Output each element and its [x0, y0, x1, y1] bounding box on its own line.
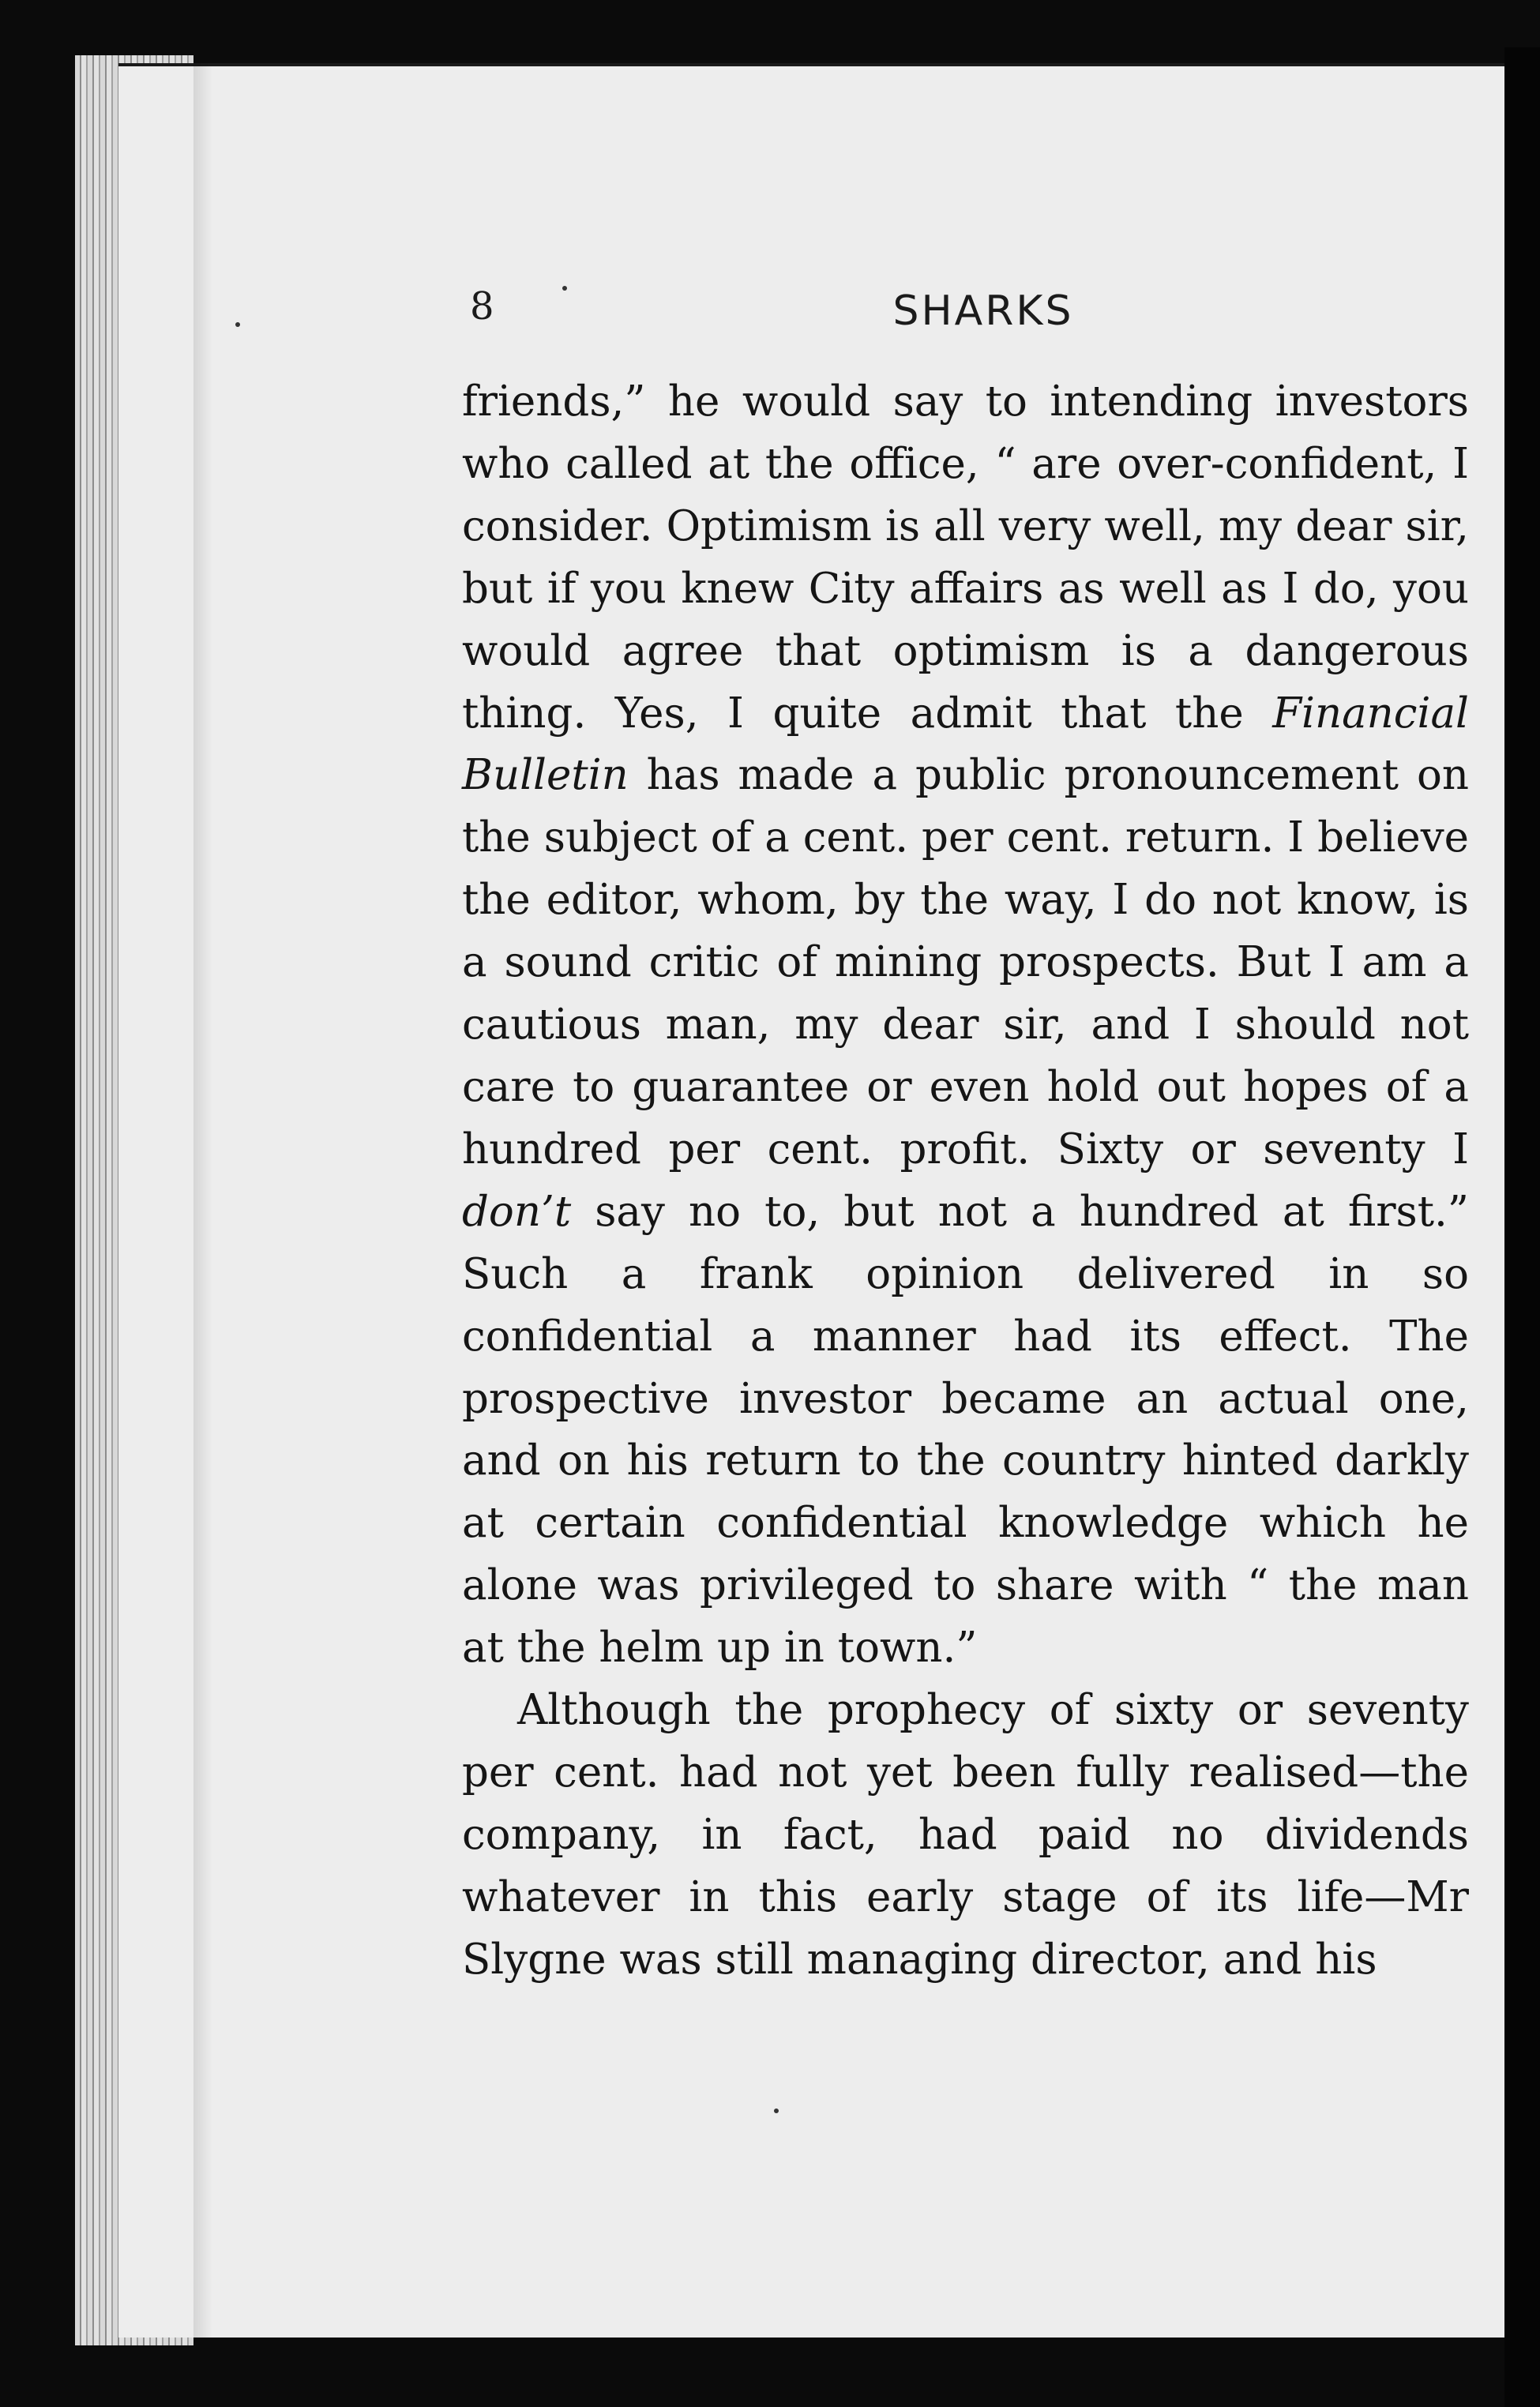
paragraph-1-text-b: has made a public pronouncement on the subject of a cent. per cent. return. I believe the editor, whom, by the way, I do not know, is a sound critic of mining prospects. But I am a cautious man, my dear sir, and I should not care to guarantee or even hold out hopes of a hundred per cent. profit. Sixty or seventy I [462, 751, 1469, 1173]
paragraph-1-italic-title: Financial Bulletin [462, 689, 1469, 800]
paragraph-1 [462, 371, 1469, 1680]
binding-shadow [193, 63, 212, 2338]
running-title: SHARKS [892, 287, 1074, 335]
paragraph-1-text-a: friends,” he would say to intending investors who called at the office, “ are over-confident, I consider. Optimism is all very well, my dear sir, but if you knew City affairs as well as I do, you would agree that optimism is a dangerous thing. Yes, I quite admit that the [462, 377, 1469, 738]
paragraph-1-text-c: say no to, but not a hundred at first.” Such a frank opinion delivered in so confidential a manner had its effect. The prospective investor became an actual one, and on his return to the country hinted darkly at certain confidential knowledge which he alone was privileged to share with “ the man at the helm up in town.” [462, 1187, 1469, 1673]
paragraph-2: Although the prophecy of sixty or seventy per cent. had not yet been fully realised—the company, in fact, had paid no dividends whatever in this early stage of its life—Mr Slygne was still managing director, and his [462, 1686, 1469, 1984]
scan-speck [774, 2108, 779, 2113]
body-text [462, 371, 1469, 1992]
paragraph-1-italic-emphasis: don’t [462, 1187, 572, 1236]
right-binding-edge [1504, 47, 1540, 2407]
scan-speck [235, 322, 240, 327]
page-header [470, 284, 1465, 340]
page-number: 8 [470, 284, 494, 329]
scan-speck [562, 286, 567, 291]
